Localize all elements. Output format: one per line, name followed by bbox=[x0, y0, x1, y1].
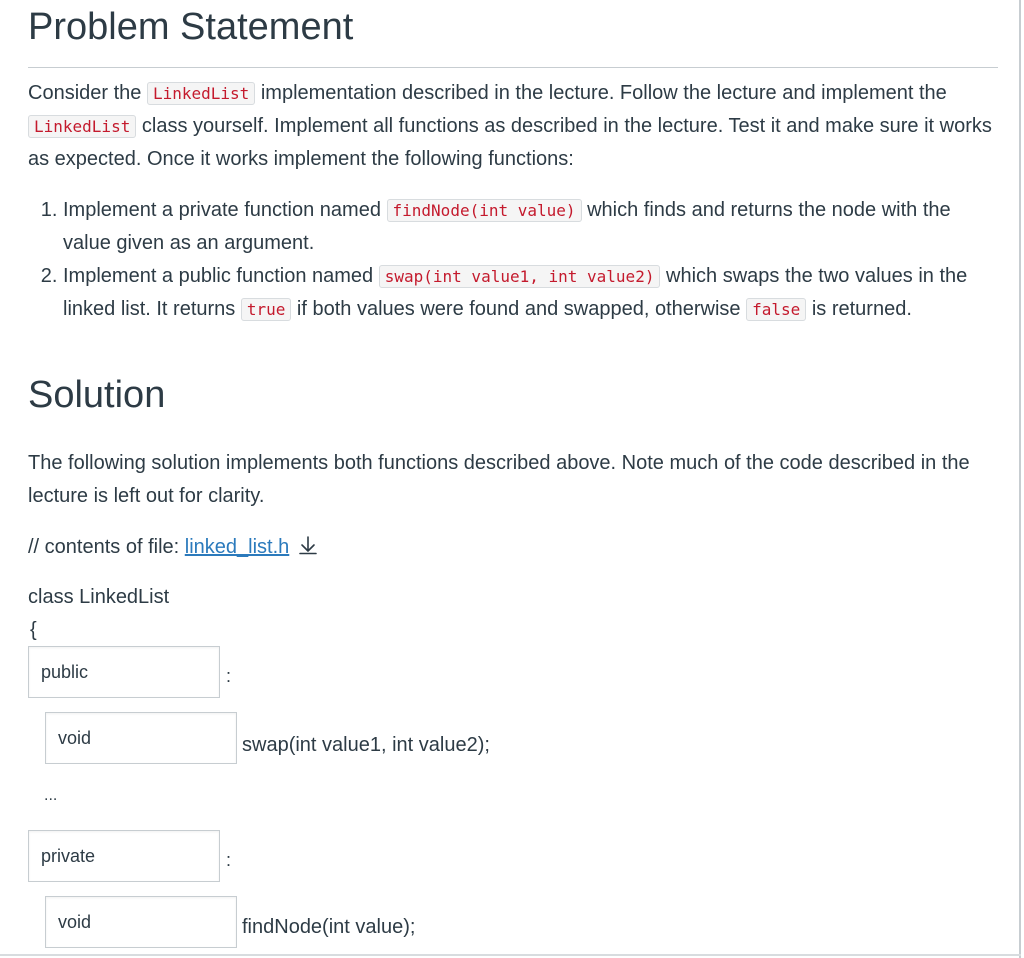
code-findnode: findNode(int value) bbox=[387, 199, 582, 222]
bottom-divider bbox=[0, 954, 1021, 956]
intro-text-1: Consider the bbox=[28, 82, 147, 104]
file-link[interactable]: linked_list.h bbox=[184, 536, 290, 558]
solution-text: The following solution implements both functions described above. Note much of the code described in the lecture is left out for clarity. bbox=[28, 452, 970, 507]
download-icon[interactable] bbox=[297, 534, 319, 563]
intro-text-3: class yourself. Implement all functions as described in the lecture. Test it and make sure it works as expected. Once it works implement the following functions: bbox=[28, 115, 992, 170]
open-brace: { bbox=[30, 619, 37, 641]
ellipsis: ... bbox=[44, 787, 58, 804]
file-line bbox=[28, 534, 319, 563]
code-swap: swap(int value1, int value2) bbox=[379, 265, 661, 288]
problem-intro bbox=[28, 77, 993, 176]
heading-divider bbox=[28, 67, 998, 68]
item2-text-3: if both values were found and swapped, otherwise bbox=[291, 298, 747, 320]
file-prefix: // contents of file: bbox=[28, 536, 185, 558]
void-field-1[interactable]: void bbox=[45, 712, 237, 764]
list-item-findnode bbox=[63, 194, 993, 260]
private-field[interactable]: private bbox=[28, 830, 220, 882]
item2-text-1: Implement a public function named bbox=[63, 265, 379, 287]
solution-heading: Solution bbox=[28, 374, 166, 416]
item2-text-2: which swaps the two values in the linked list. It returns bbox=[63, 265, 968, 320]
item2-text-4: is returned. bbox=[806, 298, 912, 320]
public-field[interactable]: public bbox=[28, 646, 220, 698]
item1-text-2: which finds and returns the node with the value given as an argument. bbox=[63, 199, 951, 254]
task-list bbox=[28, 194, 993, 326]
public-colon: : bbox=[226, 666, 232, 686]
code-linkedlist-2: LinkedList bbox=[28, 115, 136, 138]
code-false: false bbox=[746, 298, 806, 321]
class-declaration: class LinkedList bbox=[28, 586, 170, 608]
void-field-2[interactable]: void bbox=[45, 896, 237, 948]
private-colon: : bbox=[226, 850, 232, 870]
findnode-signature: findNode(int value); bbox=[242, 916, 416, 938]
code-linkedlist-1: LinkedList bbox=[147, 82, 255, 105]
problem-heading: Problem Statement bbox=[28, 6, 354, 48]
code-true: true bbox=[241, 298, 292, 321]
intro-text-2: implementation described in the lecture. Follow the lecture and implement the bbox=[255, 82, 947, 104]
list-item-swap bbox=[63, 260, 993, 326]
item1-text-1: Implement a private function named bbox=[63, 199, 387, 221]
swap-signature: swap(int value1, int value2); bbox=[242, 734, 490, 756]
